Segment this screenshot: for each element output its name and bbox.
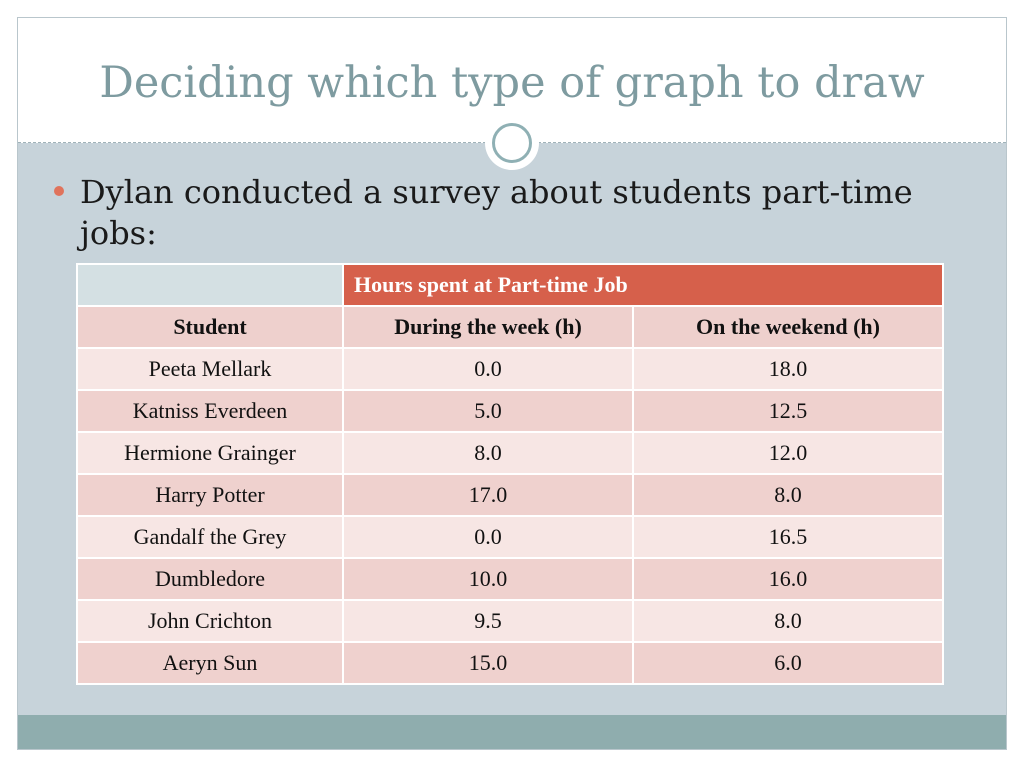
student-cell: Dumbledore [77,558,343,600]
weekend-hours-cell: 18.0 [633,348,943,390]
table-row [77,642,943,684]
hours-table [76,263,944,685]
bullet-text: Dylan conducted a survey about students part-time jobs: [80,173,913,252]
weekend-hours-cell: 8.0 [633,600,943,642]
weekend-hours-cell: 6.0 [633,642,943,684]
student-cell: Aeryn Sun [77,642,343,684]
slide [17,17,1007,750]
table-row [77,558,943,600]
week-hours-cell: 0.0 [343,516,633,558]
week-hours-cell: 15.0 [343,642,633,684]
circle-ornament-ring [492,123,532,163]
student-cell: Katniss Everdeen [77,390,343,432]
week-hours-cell: 0.0 [343,348,633,390]
week-hours-cell: 5.0 [343,390,633,432]
student-cell: Peeta Mellark [77,348,343,390]
column-header-week: During the week (h) [343,306,633,348]
column-header-weekend: On the weekend (h) [633,306,943,348]
circle-ornament-icon [485,116,539,170]
student-cell: Hermione Grainger [77,432,343,474]
footer-bar [18,715,1006,749]
student-cell: Harry Potter [77,474,343,516]
table-row [77,390,943,432]
bullet-point [54,172,954,254]
weekend-hours-cell: 12.5 [633,390,943,432]
weekend-hours-cell: 12.0 [633,432,943,474]
week-hours-cell: 9.5 [343,600,633,642]
table-row [77,348,943,390]
week-hours-cell: 8.0 [343,432,633,474]
weekend-hours-cell: 16.5 [633,516,943,558]
column-header-student: Student [77,306,343,348]
table-row [77,432,943,474]
student-cell: John Crichton [77,600,343,642]
group-header-row [77,264,943,306]
week-hours-cell: 10.0 [343,558,633,600]
table-row [77,516,943,558]
weekend-hours-cell: 16.0 [633,558,943,600]
table-row [77,474,943,516]
student-cell: Gandalf the Grey [77,516,343,558]
column-header-row [77,306,943,348]
group-header-cell: Hours spent at Part-time Job [343,264,943,306]
week-hours-cell: 17.0 [343,474,633,516]
blank-header-cell [77,264,343,306]
slide-title: Deciding which type of graph to draw [99,58,925,108]
table-row [77,600,943,642]
bullet-dot-icon [54,186,64,196]
weekend-hours-cell: 8.0 [633,474,943,516]
